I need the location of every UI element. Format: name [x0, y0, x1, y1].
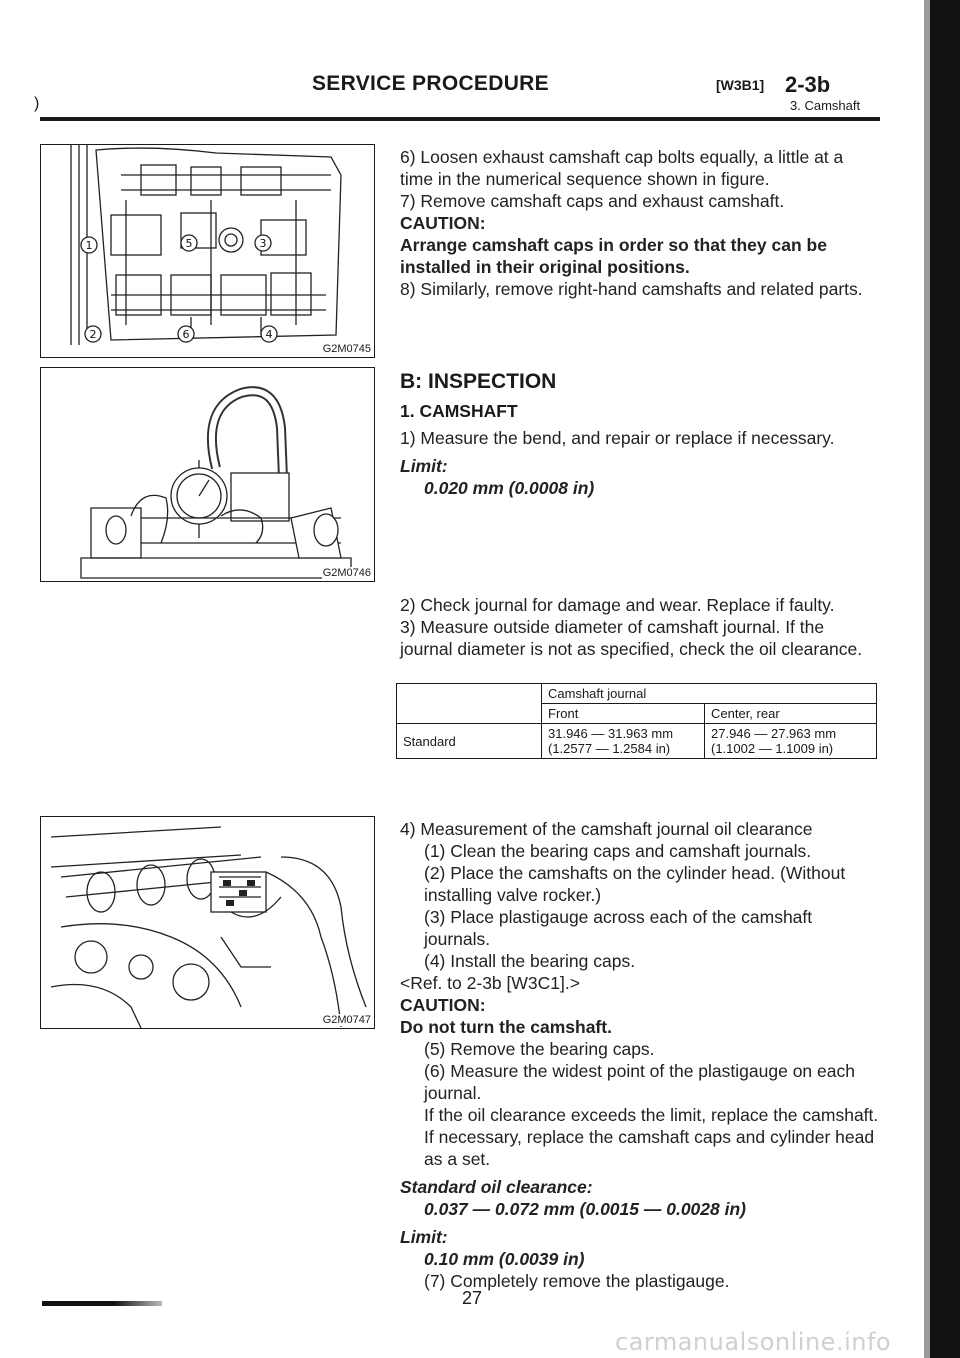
sequence-label-1: 1	[85, 239, 93, 252]
header-rule	[40, 117, 880, 121]
figure-code: G2M0745	[322, 343, 371, 355]
watermark: carmanualsonline.info	[615, 1328, 892, 1356]
limit-value: 0.020 mm (0.0008 in)	[424, 478, 595, 498]
center-mm: 27.946 — 27.963 mm	[711, 726, 837, 741]
replacement-note: If the oil clearance exceeds the limit, replace the camshaft. If necessary, replace the camshaft caps and cylinder head as a set.	[424, 1105, 879, 1169]
cylinder-head-drawing	[41, 145, 374, 357]
table-corner	[397, 684, 542, 724]
caution-text: Do not turn the camshaft.	[400, 1017, 612, 1037]
caution-text: Arrange camshaft caps in order so that they can be installed in their original positions.	[400, 235, 827, 277]
standard-clearance-label: Standard oil clearance:	[400, 1177, 593, 1197]
caution-label: CAUTION:	[400, 213, 486, 233]
reference: <Ref. to 2-3b [W3C1].>	[400, 973, 580, 993]
center-value	[705, 724, 877, 759]
substep-6: (6) Measure the widest point of the plastigauge on each journal.	[424, 1061, 855, 1103]
row-label: Standard	[397, 724, 542, 759]
margin-mark: )	[34, 95, 40, 112]
figure-code: G2M0746	[322, 567, 371, 579]
front-value	[542, 724, 705, 759]
center-in: (1.1002 — 1.1009 in)	[711, 741, 834, 756]
clearance-limit-value: 0.10 mm (0.0039 in)	[424, 1249, 585, 1269]
inspection-step-1	[400, 427, 880, 499]
substep-4: (4) Install the bearing caps.	[424, 951, 636, 971]
page-number: 27	[462, 1288, 483, 1308]
page-title: SERVICE PROCEDURE	[312, 72, 549, 95]
col-front: Front	[542, 704, 705, 724]
subsection-heading: 1. CAMSHAFT	[400, 401, 518, 421]
col-center-rear: Center, rear	[705, 704, 877, 724]
sequence-label-5: 5	[185, 237, 193, 250]
step-3: 3) Measure outside diameter of camshaft journal. If the journal diameter is not as specified, check the oil clearance.	[400, 617, 863, 659]
substep-1: (1) Clean the bearing caps and camshaft journals.	[424, 841, 812, 861]
sequence-label-6: 6	[182, 328, 190, 341]
step-1: 1) Measure the bend, and repair or replace if necessary.	[400, 428, 835, 448]
step-6: 6) Loosen exhaust camshaft cap bolts equally, a little at a time in the numerical sequence shown in figure.	[400, 147, 844, 189]
figure-dial-gauge-bend	[40, 367, 375, 582]
section-subtitle: 3. Camshaft	[790, 98, 861, 113]
substep-3: (3) Place plastigauge across each of the camshaft journals.	[424, 907, 813, 949]
group-header: Camshaft journal	[542, 684, 877, 704]
figure-code: G2M0747	[322, 1014, 371, 1026]
dial-gauge-drawing	[41, 368, 374, 581]
caution-label: CAUTION:	[400, 995, 486, 1015]
page-reference: 2-3b	[785, 72, 831, 97]
front-mm: 31.946 — 31.963 mm	[548, 726, 674, 741]
figure-plastigauge	[40, 816, 375, 1029]
table-row	[397, 724, 877, 759]
step-2: 2) Check journal for damage and wear. Replace if faulty.	[400, 595, 835, 615]
figure-cap-bolt-sequence	[40, 144, 375, 358]
scan-edge-dark	[930, 0, 960, 1358]
limit-label: Limit:	[400, 456, 448, 476]
sequence-label-2: 2	[89, 328, 97, 341]
removal-steps	[400, 146, 880, 300]
standard-clearance-value: 0.037 — 0.072 mm (0.0015 — 0.0028 in)	[424, 1199, 746, 1219]
substep-5: (5) Remove the bearing caps.	[424, 1039, 655, 1059]
section-code: [W3B1]	[716, 77, 765, 93]
sequence-label-3: 3	[259, 237, 267, 250]
oil-clearance-steps	[400, 818, 880, 1292]
substep-2: (2) Place the camshafts on the cylinder head. (Without installing valve rocker.)	[424, 863, 846, 905]
section-heading: B: INSPECTION	[400, 370, 557, 393]
footer-mark	[42, 1301, 162, 1306]
table-row	[397, 684, 877, 704]
step-7: 7) Remove camshaft caps and exhaust camshaft.	[400, 191, 785, 211]
step-4: 4) Measurement of the camshaft journal oil clearance	[400, 819, 813, 839]
inspection-steps-2-3	[400, 594, 880, 660]
front-in: (1.2577 — 1.2584 in)	[548, 741, 671, 756]
plastigauge-drawing	[41, 817, 374, 1028]
sequence-label-4: 4	[265, 328, 273, 341]
substep-7: (7) Completely remove the plastigauge.	[424, 1271, 730, 1291]
journal-spec-table	[396, 683, 877, 759]
step-8: 8) Similarly, remove right-hand camshafts and related parts.	[400, 279, 863, 299]
clearance-limit-label: Limit:	[400, 1227, 448, 1247]
